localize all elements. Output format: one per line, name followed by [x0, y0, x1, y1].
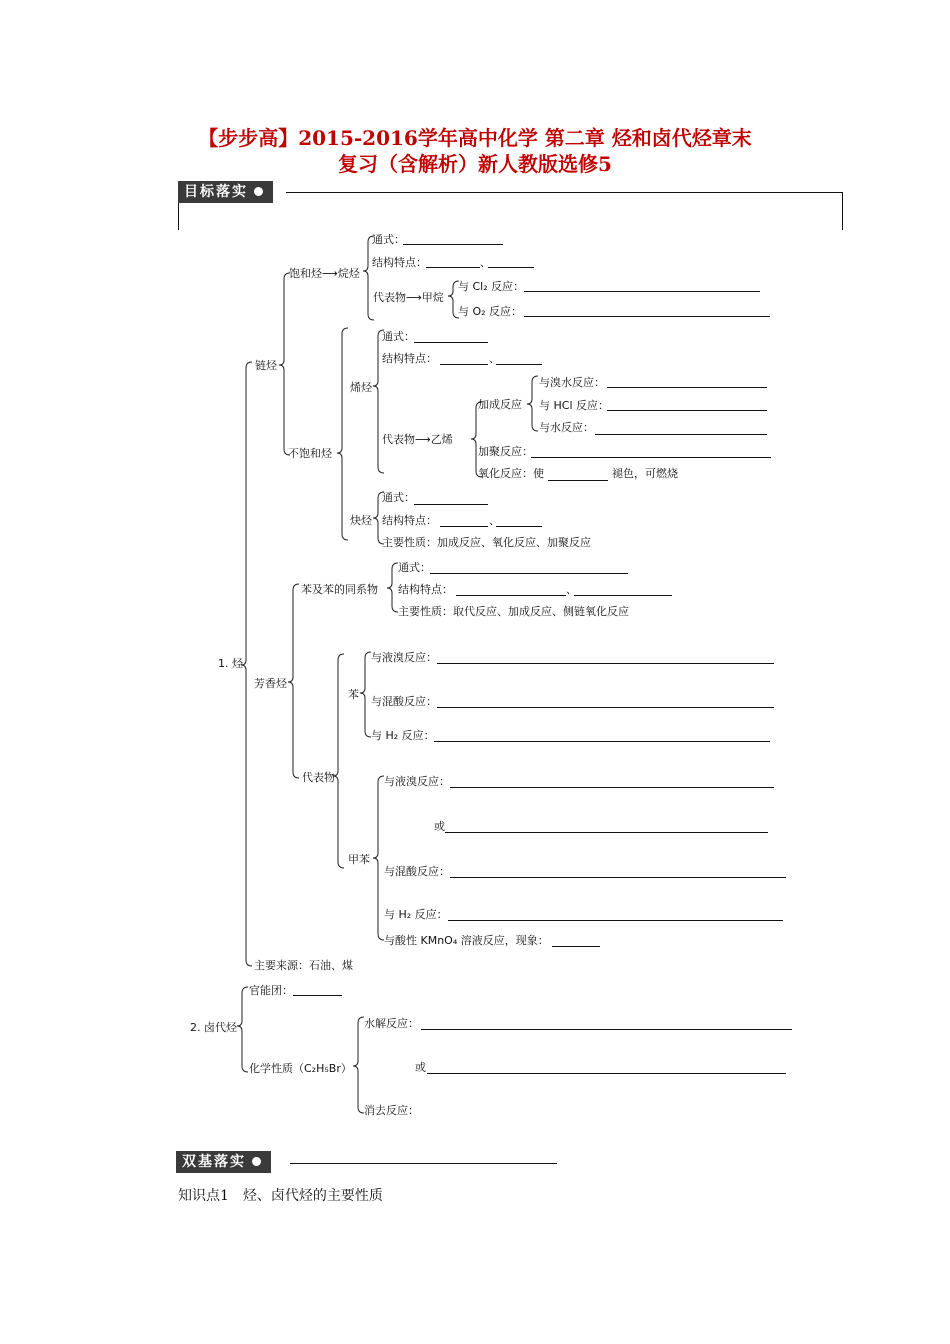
- alkene-structure-blank-2[interactable]: [496, 364, 542, 365]
- addition-reaction-label: 加成反应: [478, 398, 522, 411]
- alkyne-structure-blank-2[interactable]: [496, 526, 542, 527]
- toluene-kmno4-blank[interactable]: [552, 946, 600, 947]
- toluene-or-label: 或: [434, 820, 445, 833]
- oxidation-blank[interactable]: [548, 480, 608, 481]
- alkene-rep-label: 代表物⟶乙烯: [382, 433, 453, 446]
- methane-o2-label: 与 O₂ 反应：: [458, 305, 523, 318]
- hydrolysis-or-label: 或: [415, 1061, 426, 1074]
- oxidation-label: 氧化反应：使: [478, 467, 544, 480]
- benzene-h2-blank[interactable]: [434, 741, 770, 742]
- banner-label: 双基落实: [182, 1154, 246, 1170]
- aromatic-structure-blank-2[interactable]: [574, 595, 672, 596]
- alkyne-props: 主要性质：加成反应、氧化反应、加聚反应: [382, 536, 591, 549]
- curly-bracket: [279, 273, 290, 455]
- aromatic-props: 主要性质：取代反应、加成反应、侧链氧化反应: [398, 605, 629, 618]
- toluene-h2-label: 与 H₂ 反应：: [384, 908, 448, 921]
- toluene-br-label: 与液溴反应：: [384, 775, 450, 788]
- section-banner-basics: [176, 1151, 271, 1173]
- hydrolysis-blank[interactable]: [421, 1029, 792, 1030]
- toluene-kmno4-label: 与酸性 KMnO₄ 溶液反应，现象：: [384, 934, 549, 947]
- curly-bracket: [527, 376, 538, 431]
- aromatic-label: 芳香烃: [254, 677, 287, 690]
- oxidation-suffix: 褪色，可燃烧: [612, 467, 678, 480]
- curly-bracket: [387, 563, 398, 612]
- separator: 、: [489, 352, 500, 365]
- alkyne-formula-label: 通式：: [382, 491, 415, 504]
- ethylene-hcl-blank[interactable]: [607, 410, 767, 411]
- bullet-icon: [252, 1157, 261, 1166]
- doc-title-line1: 【步步高】2015-2016学年高中化学 第二章 烃和卤代烃章末: [198, 126, 752, 150]
- functional-group-blank[interactable]: [293, 995, 342, 996]
- polymerization-blank[interactable]: [531, 457, 771, 458]
- methane-cl2-label: 与 Cl₂ 反应：: [458, 280, 525, 293]
- benzene-label: 苯: [348, 688, 359, 701]
- alkene-label: 烯烃: [350, 381, 372, 394]
- haloalkane-label: 2. 卤代烃: [190, 1021, 237, 1034]
- ethylene-hcl-label: 与 HCl 反应：: [539, 399, 610, 412]
- alkane-formula-blank[interactable]: [403, 244, 503, 245]
- curly-bracket: [373, 776, 384, 940]
- toluene-label: 甲苯: [348, 853, 370, 866]
- toluene-br-blank[interactable]: [450, 787, 774, 788]
- methane-cl2-blank[interactable]: [524, 291, 760, 292]
- ethylene-br-blank[interactable]: [607, 387, 767, 388]
- polymerization-label: 加聚反应：: [478, 445, 533, 458]
- benzene-br-label: 与液溴反应：: [371, 651, 437, 664]
- curly-bracket: [471, 402, 482, 477]
- saturated-label: 饱和烃⟶烷烃: [289, 267, 360, 280]
- aromatic-formula-label: 通式：: [398, 561, 431, 574]
- alkane-formula-label: 通式：: [372, 233, 405, 246]
- alkyne-label: 炔烃: [350, 514, 372, 527]
- sources-label: 主要来源：石油、煤: [254, 959, 353, 972]
- benzene-hno3-blank[interactable]: [437, 707, 774, 708]
- alkane-rep-label: 代表物⟶甲烷: [373, 291, 444, 304]
- methane-o2-blank[interactable]: [524, 316, 770, 317]
- hydrolysis-label: 水解反应：: [364, 1017, 419, 1030]
- aromatic-structure-label: 结构特点：: [398, 583, 453, 596]
- alkyne-structure-blank-1[interactable]: [440, 526, 488, 527]
- separator: 、: [480, 256, 491, 269]
- elimination-label: 消去反应：: [364, 1104, 419, 1117]
- toluene-or-blank[interactable]: [445, 832, 768, 833]
- curly-bracket: [363, 236, 374, 320]
- functional-group-label: 官能团：: [249, 984, 293, 997]
- aromatic-structure-blank-1[interactable]: [456, 595, 566, 596]
- curly-bracket: [288, 584, 299, 778]
- banner-label: 目标落实: [184, 184, 248, 200]
- hydrocarbon-label: 1. 烃: [218, 657, 243, 670]
- chemical-props-label: 化学性质（C₂H₅Br）: [249, 1062, 352, 1075]
- doc-title-line2: 复习（含解析）新人教版选修5: [338, 152, 612, 176]
- benzene-homologs-label: 苯及苯的同系物: [301, 583, 378, 596]
- aromatic-formula-blank[interactable]: [430, 573, 628, 574]
- alkene-formula-blank[interactable]: [414, 342, 488, 343]
- curly-bracket: [353, 1017, 364, 1113]
- alkene-structure-blank-1[interactable]: [440, 364, 488, 365]
- banner-rule: [290, 1163, 557, 1164]
- curly-bracket: [333, 654, 344, 868]
- section-heading: 知识点1 烃、卤代烃的主要性质: [178, 1188, 383, 1204]
- separator: 、: [489, 514, 500, 527]
- ethylene-water-label: 与水反应：: [539, 421, 594, 434]
- representative-label: 代表物: [302, 771, 335, 784]
- alkane-structure-blank-2[interactable]: [488, 267, 534, 268]
- alkane-structure-blank-1[interactable]: [426, 267, 480, 268]
- toluene-hno3-blank[interactable]: [450, 877, 786, 878]
- alkane-structure-label: 结构特点：: [372, 256, 427, 269]
- benzene-hno3-label: 与混酸反应：: [371, 695, 437, 708]
- benzene-br-blank[interactable]: [437, 663, 774, 664]
- curly-bracket: [360, 652, 371, 737]
- curly-bracket: [237, 987, 248, 1072]
- chain-hydrocarbon-label: 链烃: [255, 359, 277, 372]
- curly-bracket: [337, 328, 348, 540]
- separator: 、: [566, 583, 577, 596]
- ethylene-water-blank[interactable]: [595, 434, 767, 435]
- hydrolysis-or-blank[interactable]: [427, 1073, 786, 1074]
- unsaturated-label: 不饱和烃: [288, 447, 332, 460]
- toluene-h2-blank[interactable]: [448, 920, 783, 921]
- toluene-hno3-label: 与混酸反应：: [384, 865, 450, 878]
- alkyne-formula-blank[interactable]: [414, 504, 488, 505]
- alkene-formula-label: 通式：: [382, 330, 415, 343]
- alkyne-structure-label: 结构特点：: [382, 514, 437, 527]
- alkene-structure-label: 结构特点：: [382, 352, 437, 365]
- ethylene-br-label: 与溴水反应：: [539, 376, 605, 389]
- benzene-h2-label: 与 H₂ 反应：: [371, 729, 435, 742]
